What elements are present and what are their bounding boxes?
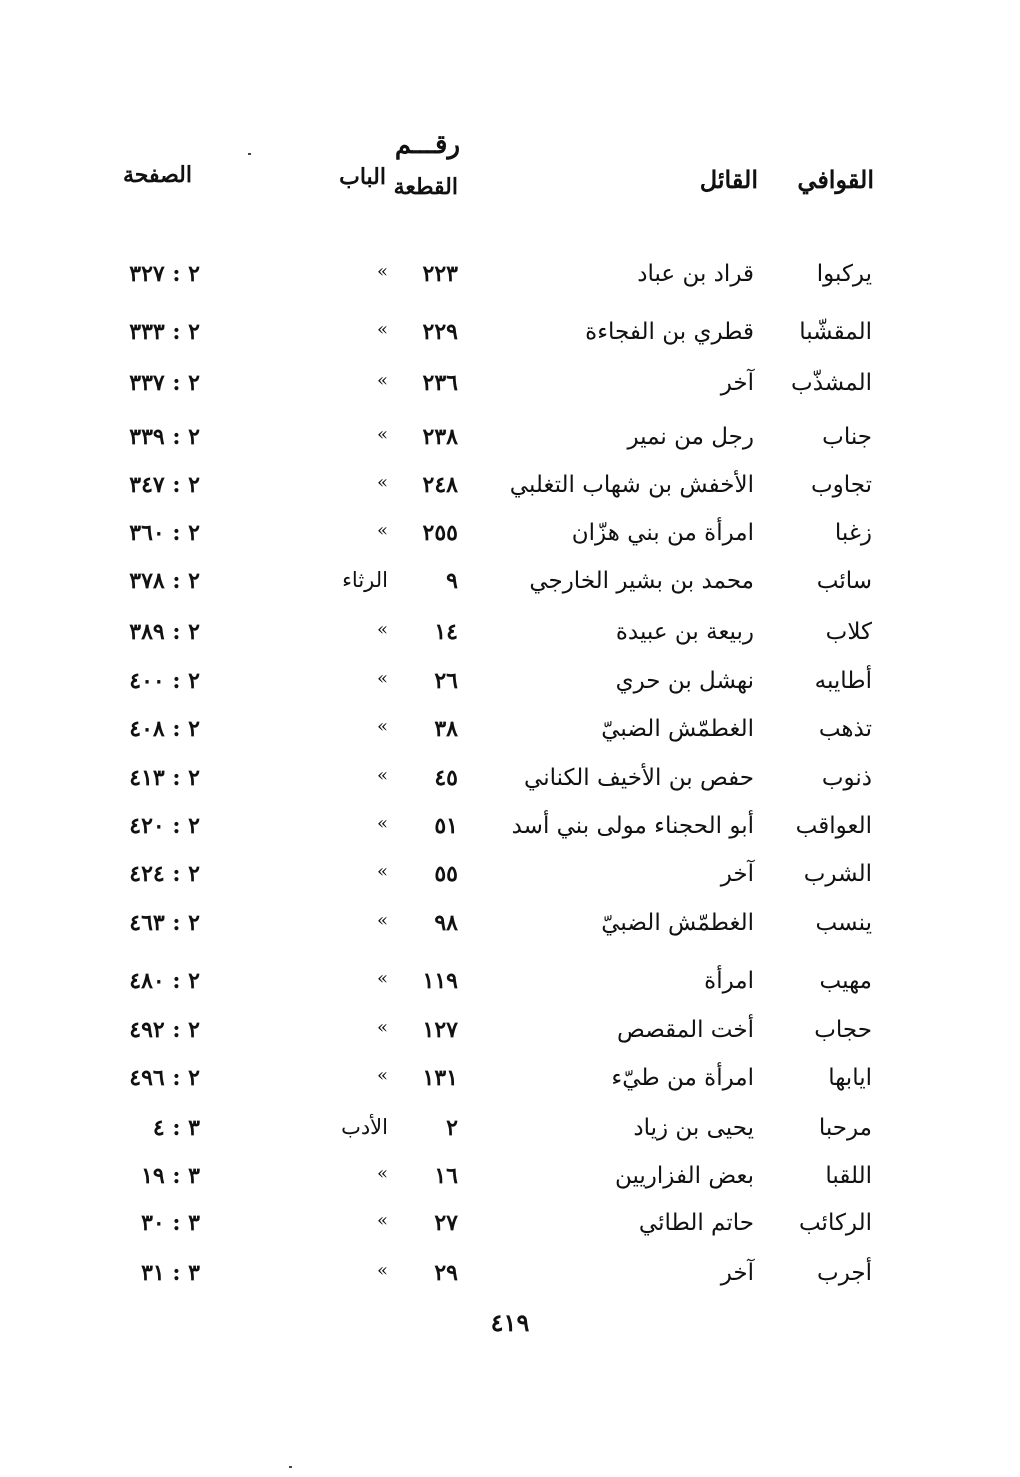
qitaa-cell: ٩٨ xyxy=(434,910,458,936)
qafiya-cell: أطايبه xyxy=(814,668,872,694)
safha-cell: ٣ : ٤ xyxy=(152,1115,200,1141)
safha-cell: ٢ : ٤٩٢ xyxy=(129,1017,200,1043)
qail-cell: بعض الفزاريين xyxy=(614,1163,754,1189)
qitaa-cell: ٢٤٨ xyxy=(422,472,458,498)
qail-cell: آخر xyxy=(720,1260,754,1286)
qafiya-cell: كلاب xyxy=(825,619,872,645)
table-row xyxy=(0,718,1020,758)
safha-cell: ٢ : ٤٠٨ xyxy=(129,716,200,742)
qafiya-cell: اللقبا xyxy=(825,1163,872,1189)
qitaa-cell: ٥٥ xyxy=(434,861,458,887)
header-safha: الصفحة xyxy=(122,162,192,188)
safha-cell: ٣ : ٣٠ xyxy=(141,1210,200,1236)
qitaa-cell: ٢ xyxy=(446,1115,458,1141)
qitaa-cell: ١١٩ xyxy=(422,968,458,994)
qail-cell: آخر xyxy=(720,370,754,396)
safha-cell: ٢ : ٤٢٤ xyxy=(129,861,200,887)
qitaa-cell: ٩ xyxy=(446,568,458,594)
qitaa-cell: ٢٥٥ xyxy=(422,520,458,546)
safha-cell: ٢ : ٤٨٠ xyxy=(129,968,200,994)
header-raqm: رقـــم xyxy=(394,130,460,160)
table-row xyxy=(0,1262,1020,1302)
safha-cell: ٢ : ٣٢٧ xyxy=(129,261,200,287)
qail-cell: آخر xyxy=(720,861,754,887)
qafiya-cell: زغبا xyxy=(834,520,872,546)
bab-cell: » xyxy=(376,370,388,391)
bab-cell: » xyxy=(376,424,388,445)
qitaa-cell: ١٢٧ xyxy=(422,1017,458,1043)
qail-cell: أبو الحجناء مولى بني أسد xyxy=(511,813,754,839)
qail-cell: الأخفش بن شهاب التغلبي xyxy=(509,472,754,498)
qitaa-cell: ٣٨ xyxy=(434,716,458,742)
qail-cell: الغطمّش الضبيّ xyxy=(601,716,754,742)
qail-cell: قراد بن عباد xyxy=(637,261,754,287)
table-row xyxy=(0,1019,1020,1059)
qail-cell: الغطمّش الضبيّ xyxy=(601,910,754,936)
page-number: ٤١٩ xyxy=(490,1308,530,1337)
bab-cell: » xyxy=(376,968,388,989)
qafiya-cell: جناب xyxy=(822,424,872,450)
qafiya-cell: ينسب xyxy=(815,910,872,936)
bab-cell: الرثاء xyxy=(342,568,388,592)
table-row xyxy=(0,1212,1020,1252)
bab-cell: » xyxy=(376,668,388,689)
qail-cell: امرأة من طيّء xyxy=(611,1065,754,1091)
bab-cell: » xyxy=(376,1017,388,1038)
qitaa-cell: ٤٥ xyxy=(434,765,458,791)
bab-cell: » xyxy=(376,619,388,640)
table-row xyxy=(0,767,1020,807)
qafiya-cell: الركائب xyxy=(798,1210,872,1236)
qafiya-cell: الشرب xyxy=(803,861,872,887)
safha-cell: ٢ : ٤١٣ xyxy=(129,765,200,791)
bab-cell: » xyxy=(376,813,388,834)
table-row xyxy=(0,670,1020,710)
header-qawafi: القوافي xyxy=(797,165,874,194)
qail-cell: حاتم الطائي xyxy=(638,1210,754,1236)
safha-cell: ٢ : ٣٤٧ xyxy=(129,472,200,498)
qitaa-cell: ٢٢٩ xyxy=(422,319,458,345)
qafiya-cell: يركبوا xyxy=(816,261,872,287)
qail-cell: رجل من نمير xyxy=(627,424,754,450)
safha-cell: ٢ : ٣٦٠ xyxy=(129,520,200,546)
safha-cell: ٣ : ١٩ xyxy=(141,1163,200,1189)
qail-cell: حفص بن الأخيف الكناني xyxy=(524,765,754,791)
bab-cell: » xyxy=(376,261,388,282)
bab-cell: » xyxy=(376,1260,388,1281)
scan-speck xyxy=(289,1466,292,1468)
qafiya-cell: حجاب xyxy=(814,1017,872,1043)
qail-cell: قطري بن الفجاءة xyxy=(585,319,754,345)
qafiya-cell: مرحبا xyxy=(818,1115,872,1141)
safha-cell: ٢ : ٤٩٦ xyxy=(129,1065,200,1091)
qitaa-cell: ١٦ xyxy=(434,1163,458,1189)
bab-cell: » xyxy=(376,520,388,541)
bab-cell: » xyxy=(376,765,388,786)
qafiya-cell: تذهب xyxy=(818,716,872,742)
qafiya-cell: سائب xyxy=(816,568,872,594)
qitaa-cell: ٢٦ xyxy=(434,668,458,694)
qafiya-cell: مهيب xyxy=(819,968,872,994)
qitaa-cell: ١٣١ xyxy=(422,1065,458,1091)
qafiya-cell: تجاوب xyxy=(810,472,872,498)
bab-cell: » xyxy=(376,716,388,737)
table-row xyxy=(0,263,1020,303)
table-row xyxy=(0,815,1020,855)
safha-cell: ٣ : ٣١ xyxy=(141,1260,200,1286)
qitaa-cell: ١٤ xyxy=(434,619,458,645)
qafiya-cell: العواقب xyxy=(795,813,872,839)
table-row xyxy=(0,1067,1020,1107)
qafiya-cell: ايابها xyxy=(828,1065,872,1091)
qail-cell: ربيعة بن عبيدة xyxy=(615,619,754,645)
table-row xyxy=(0,522,1020,562)
safha-cell: ٢ : ٣٧٨ xyxy=(129,568,200,594)
table-row xyxy=(0,863,1020,903)
bab-cell: » xyxy=(376,1210,388,1231)
qail-cell: امرأة xyxy=(704,968,754,994)
header-bab: الباب xyxy=(339,164,386,190)
bab-cell: الأدب xyxy=(341,1115,388,1139)
table-row xyxy=(0,321,1020,361)
safha-cell: ٢ : ٤٠٠ xyxy=(129,668,200,694)
table-row xyxy=(0,474,1020,514)
bab-cell: » xyxy=(376,910,388,931)
safha-cell: ٢ : ٤٦٣ xyxy=(129,910,200,936)
qitaa-cell: ٢٩ xyxy=(434,1260,458,1286)
qail-cell: يحيى بن زياد xyxy=(633,1115,754,1141)
table-row xyxy=(0,1117,1020,1157)
bab-cell: » xyxy=(376,1065,388,1086)
bab-cell: » xyxy=(376,472,388,493)
qafiya-cell: المشذّب xyxy=(791,370,872,396)
bab-cell: » xyxy=(376,1163,388,1184)
qitaa-cell: ٢٣٦ xyxy=(422,370,458,396)
qail-cell: امرأة من بني هزّان xyxy=(571,520,754,546)
scan-speck xyxy=(248,153,251,155)
safha-cell: ٢ : ٣٣٧ xyxy=(129,370,200,396)
header-qail: القائل xyxy=(699,165,758,194)
qafiya-cell: أجرب xyxy=(817,1260,872,1286)
bab-cell: » xyxy=(376,861,388,882)
safha-cell: ٢ : ٣٣٩ xyxy=(129,424,200,450)
table-row xyxy=(0,570,1020,610)
bab-cell: » xyxy=(376,319,388,340)
qafiya-cell: ذنوب xyxy=(821,765,872,791)
qail-cell: نهشل بن حري xyxy=(615,668,754,694)
header-qitaa: القطعة xyxy=(393,174,458,200)
table-row xyxy=(0,970,1020,1010)
qail-cell: أخت المقصص xyxy=(617,1017,754,1043)
table-row xyxy=(0,426,1020,466)
table-row xyxy=(0,912,1020,952)
table-row xyxy=(0,621,1020,661)
qitaa-cell: ٥١ xyxy=(434,813,458,839)
qitaa-cell: ٢٧ xyxy=(434,1210,458,1236)
qitaa-cell: ٢٢٣ xyxy=(422,261,458,287)
safha-cell: ٢ : ٣٨٩ xyxy=(129,619,200,645)
qitaa-cell: ٢٣٨ xyxy=(422,424,458,450)
qail-cell: محمد بن بشير الخارجي xyxy=(529,568,754,594)
qafiya-cell: المقشّبا xyxy=(799,319,872,345)
safha-cell: ٢ : ٤٢٠ xyxy=(129,813,200,839)
table-row xyxy=(0,372,1020,412)
safha-cell: ٢ : ٣٣٣ xyxy=(129,319,200,345)
table-row xyxy=(0,1165,1020,1205)
